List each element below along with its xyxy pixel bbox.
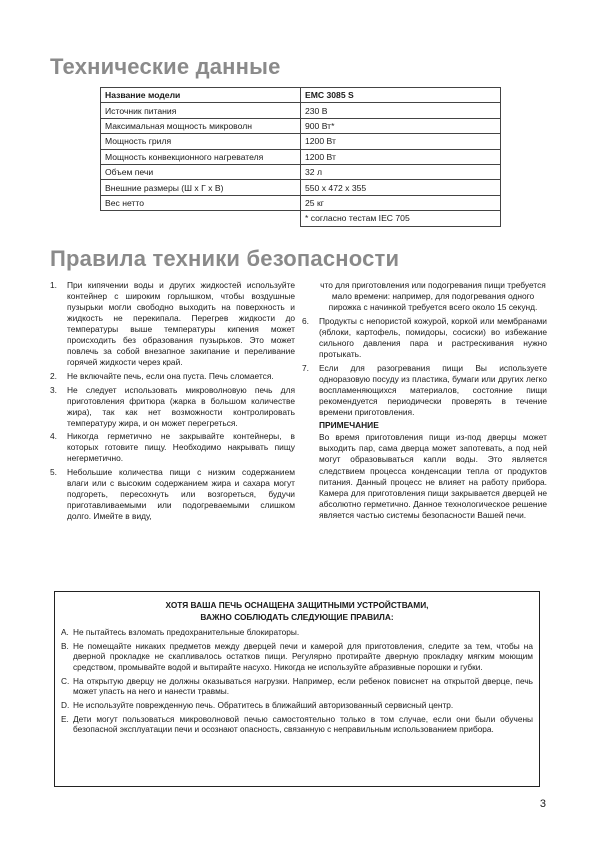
safety-item — [50, 431, 295, 464]
spec-value: 900 Вт* — [301, 118, 501, 133]
spec-value: 230 В — [301, 103, 501, 118]
spec-value: 550 х 472 х 355 — [301, 180, 501, 195]
spec-row — [101, 118, 501, 133]
safety-column-left — [50, 280, 295, 525]
spec-table — [100, 87, 501, 227]
protection-heading — [61, 599, 533, 624]
item-text: Дети могут пользоваться микроволновой печью самостоятельно только в том случае, если они были обучены безопасной эксплуатации печи и осознают опасность, связанную с неправильным использованием прибора. — [73, 713, 533, 735]
spec-row — [101, 180, 501, 195]
spec-heading: Технические данные — [50, 54, 281, 79]
spec-header-label: Название модели — [101, 88, 301, 103]
spec-value: 32 л — [301, 164, 501, 179]
safety-item — [50, 385, 295, 429]
item-number: 7. — [302, 362, 309, 373]
spec-label: Объем печи — [101, 164, 301, 179]
item-text: Не следует использовать микроволновую печь для приготовления фритюра (жарка в большом количестве жира), так как нет возможности контролировать температуру жира, и он может перегреться. — [67, 384, 295, 428]
spec-footnote: * согласно тестам IEC 705 — [301, 211, 501, 226]
protection-heading-line-2: ВАЖНО СОБЛЮДАТЬ СЛЕДУЮЩИЕ ПРАВИЛА: — [200, 612, 394, 623]
item-text: Если для разогревания пищи Вы используете одноразовую посуду из пластика, бумаги или других легко воспламеняющихся материалов, состояние пищи рекомендуется периодически проверять в течение времени приготовления. — [319, 362, 547, 417]
page-number: 3 — [539, 798, 546, 810]
protection-item — [61, 641, 533, 673]
item-number: 6. — [302, 315, 309, 326]
item-number: 1. — [50, 280, 57, 290]
spec-header-row — [101, 88, 501, 103]
safety-item — [302, 363, 547, 418]
protection-item — [61, 676, 533, 697]
safety-column-right — [302, 280, 547, 523]
spec-value: 1200 Вт — [301, 149, 501, 164]
spec-value: 25 кг — [301, 195, 501, 210]
protection-item — [61, 714, 533, 735]
spec-label: Мощность конвекционного нагревателя — [101, 149, 301, 164]
item-text: Продукты с непористой кожурой, коркой или мембранами (яблоки, картофель, помидоры, сосиски) во избежание сильного давления пара и растрескивания нужно протыкать. — [319, 315, 547, 359]
protection-box — [54, 591, 540, 787]
spec-row — [101, 103, 501, 118]
item-number: 3. — [50, 384, 57, 395]
spec-row — [101, 134, 501, 149]
safety-item — [302, 316, 547, 360]
spec-row — [101, 149, 501, 164]
item-text: Не пытайтесь взломать предохранительные блокираторы. — [73, 626, 300, 637]
safety-list — [50, 280, 295, 522]
protection-item — [61, 700, 533, 711]
item-text: Никогда герметично не закрывайте контейнеры, в которых готовите пищу. Необходимо накрывать пищу негерметично. — [67, 431, 295, 464]
safety-item — [50, 280, 295, 368]
note-text: Во время приготовления пищи из-под дверцы может выходить пар, сама дверца может запотевать, а под ней могут образовываться капли воды. Это является следствием процесса конденсации тепла от продуктов питания. Данный процесс не влияет на работу прибора. Камера для приготовления пищи закрывается дверцей не абсолютно герметично. Данное технологическое решение является частью системы безопасности Вашей печи. — [319, 432, 547, 520]
item-number: 5. — [50, 467, 57, 478]
protection-heading-line-1: ХОТЯ ВАША ПЕЧЬ ОСНАЩЕНА ЗАЩИТНЫМИ УСТРОЙСТВАМИ, — [165, 600, 429, 610]
note-heading: ПРИМЕЧАНИЕ — [319, 420, 379, 431]
spec-label: Источник питания — [101, 103, 301, 118]
item-letter: C. — [61, 675, 70, 686]
item-number: 4. — [50, 431, 57, 442]
safety-list-right — [302, 316, 547, 418]
protection-item — [61, 627, 533, 638]
spec-label: Внешние размеры (Ш х Г х В) — [101, 180, 301, 195]
item-letter: D. — [61, 699, 70, 710]
item-letter: B. — [61, 640, 69, 651]
spec-footnote-row — [101, 211, 501, 226]
spec-header-value: EMC 3085 S — [301, 88, 501, 103]
safety-item — [50, 371, 295, 382]
safety-item — [50, 467, 295, 522]
item-text: Не используйте поврежденную печь. Обратитесь в ближайший авторизованный сервисный центр. — [73, 699, 454, 710]
item-text: Не помещайте никаких предметов между дверцей печи и камерой для приготовления, следите за тем, чтобы на дверной прокладке не скапливалось остатков пищи. Регулярно протирайте дверную прокладку мягким моющим средством, промывайте водой и вытирайте насухо. Никогда не используйте абразивные порошки и губки. — [73, 640, 533, 672]
safety-heading: Правила техники безопасности — [50, 246, 400, 271]
spec-label: Мощность гриля — [101, 134, 301, 149]
item-number: 2. — [50, 370, 57, 381]
spec-row — [101, 195, 501, 210]
item-text: На открытую дверцу не должны оказываться нагрузки. Например, если ребенок повиснет на открытой дверце, печь может упасть на него и нанести травмы. — [73, 675, 533, 697]
item-text: Не включайте печь, если она пуста. Печь сломается. — [67, 370, 274, 381]
spec-label: Вес нетто — [101, 195, 301, 210]
item-text: При кипячении воды и других жидкостей используйте контейнер с широким горлышком, чтобы воздушные пузырьки могли свободно выходить на поверхность и жидкость не перекипала. Перегрев жидкости до температуры выше температуры кипения может происходить без образования пузырьков. Это может повлечь за собой внезапное закипание и переливание горячей жидкости через край. — [67, 280, 295, 368]
spec-label: Максимальная мощность микроволн — [101, 118, 301, 133]
item-letter: A. — [61, 626, 69, 637]
spec-footnote-spacer — [101, 211, 301, 226]
spec-row — [101, 164, 501, 179]
item-letter: E. — [61, 713, 69, 724]
item-5-continued: что для приготовления или подогревания пищи требуется мало времени: например, для подогревания одного пирожка с начинкой требуется всего около 15 секунд. — [320, 280, 546, 313]
spec-value: 1200 Вт — [301, 134, 501, 149]
item-text: Небольшие количества пищи с низким содержанием влаги или с высоким содержанием жира и сахара могут подгореть, пересохнуть или возгореться, будучи приготавливаемыми или подогреваемыми слишком долго. Имейте в виду, — [67, 467, 295, 522]
